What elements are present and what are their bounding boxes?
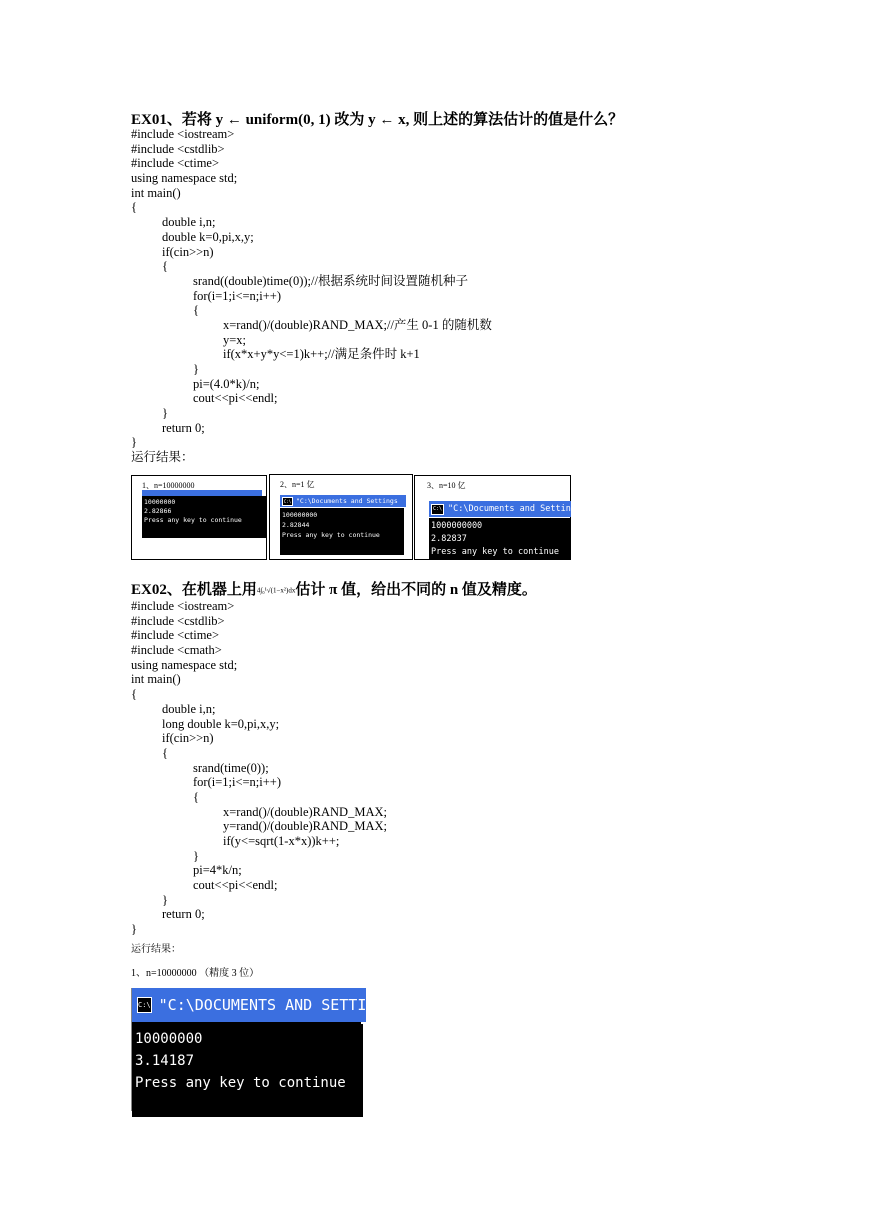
code-line: srand(time(0)); bbox=[193, 760, 269, 775]
code-line: { bbox=[193, 789, 199, 804]
code-line: y=x; bbox=[223, 332, 247, 347]
terminal-title: "C:\DOCUMENTS AND SETTING bbox=[158, 996, 385, 1014]
code-line: } bbox=[193, 848, 199, 863]
code-line: { bbox=[162, 259, 168, 274]
terminal-line: 3.14187 bbox=[135, 1053, 195, 1069]
terminal-window bbox=[132, 1024, 363, 1117]
code-line: int main() bbox=[131, 185, 181, 200]
terminal-title: "C:\Documents and Settings bbox=[296, 497, 398, 505]
code-line: } bbox=[193, 362, 199, 376]
ex01-shot-3 bbox=[414, 475, 571, 560]
code-line: #include <cstdlib> bbox=[131, 613, 225, 628]
code-line: return 0; bbox=[162, 907, 205, 922]
terminal-window bbox=[429, 518, 571, 560]
terminal-line: Press any key to continue bbox=[135, 1075, 346, 1091]
result-label: 运行结果： bbox=[131, 450, 194, 465]
heading-text: 估计 π 值，给出不同的 n 值及精度。 bbox=[295, 582, 537, 598]
code-line: } bbox=[131, 922, 137, 937]
terminal-titlebar bbox=[280, 495, 406, 507]
code-line: pi=4*k/n; bbox=[193, 863, 242, 878]
code-line: if(y<=sqrt(1-x*x))k++; bbox=[223, 834, 340, 848]
ex01-code bbox=[131, 127, 492, 465]
code-line: x=rand()/(double)RAND_MAX; bbox=[223, 804, 387, 819]
code-line: y=rand()/(double)RAND_MAX; bbox=[223, 819, 387, 834]
code-line: for(i=1;i<=n;i++) bbox=[193, 288, 282, 303]
terminal-line: 2.82844 bbox=[282, 521, 310, 529]
terminal-line: Press any key to continue bbox=[431, 547, 559, 557]
code-line: double i,n; bbox=[162, 215, 216, 230]
code-line: if(cin>>n) bbox=[162, 244, 214, 259]
result-label: 运行结果： bbox=[131, 944, 181, 955]
code-line: cout<<pi<<endl; bbox=[193, 391, 278, 406]
cmd-icon: C:\ bbox=[137, 997, 152, 1013]
shot-label: 3、n=10 亿 bbox=[427, 481, 466, 490]
code-line: using namespace std; bbox=[131, 657, 238, 672]
code-line: #include <ctime> bbox=[131, 156, 220, 171]
code-line: using namespace std; bbox=[131, 171, 238, 186]
terminal-titlebar bbox=[429, 501, 571, 517]
code-line: } bbox=[162, 892, 168, 907]
code-line: } bbox=[162, 406, 168, 421]
terminal-line: Press any key to continue bbox=[144, 516, 242, 524]
code-line: pi=(4.0*k)/n; bbox=[193, 376, 260, 391]
terminal-line: 1000000000 bbox=[431, 521, 483, 531]
terminal-title: "C:\Documents and Settin bbox=[448, 504, 571, 514]
run-label: 1、n=10000000 （精度 3 位） bbox=[131, 968, 260, 979]
heading-text: EX02、在机器上用 bbox=[131, 582, 257, 598]
code-line: #include <cstdlib> bbox=[131, 141, 225, 156]
shot-label: 2、n=1 亿 bbox=[280, 480, 315, 489]
code-line: double i,n; bbox=[162, 701, 216, 716]
ex01-shot-1 bbox=[131, 475, 267, 560]
terminal-line: Press any key to continue bbox=[282, 531, 380, 539]
code-line: { bbox=[162, 745, 168, 760]
ex01-heading: EX01、若将 y ← uniform(0, 1) 改为 y ← x, 则上述的算法估计的值是什么？ bbox=[131, 112, 624, 128]
code-line: return 0; bbox=[162, 420, 205, 435]
code-line: x=rand()/(double)RAND_MAX;//产生 0-1 的随机数 bbox=[223, 317, 492, 332]
code-line: } bbox=[131, 435, 137, 450]
integral-formula: 4∫₀¹√(1−x²)dx bbox=[256, 586, 296, 595]
terminal-window bbox=[280, 508, 404, 555]
ex02-code bbox=[131, 599, 387, 937]
ex02-heading bbox=[131, 578, 537, 599]
code-line: long double k=0,pi,x,y; bbox=[162, 716, 280, 731]
code-line: { bbox=[131, 687, 137, 702]
terminal-line: 100000000 bbox=[282, 511, 318, 519]
code-line: double k=0,pi,x,y; bbox=[162, 229, 254, 244]
terminal-line: 2.82866 bbox=[144, 507, 172, 515]
terminal-line: 2.82837 bbox=[431, 534, 467, 544]
cmd-icon: C:\ bbox=[431, 504, 444, 515]
code-line: if(cin>>n) bbox=[162, 731, 214, 746]
terminal-titlebar bbox=[132, 988, 385, 1022]
ex01-shot-2 bbox=[269, 474, 413, 560]
code-line: int main() bbox=[131, 672, 181, 687]
code-line: #include <ctime> bbox=[131, 628, 220, 643]
code-line: #include <cmath> bbox=[131, 643, 222, 658]
ex02-shot bbox=[131, 988, 385, 1111]
code-line: #include <iostream> bbox=[131, 127, 235, 141]
code-line: #include <iostream> bbox=[131, 599, 235, 613]
terminal-line: 10000000 bbox=[135, 1031, 203, 1047]
shot-label: 1、n=10000000 bbox=[142, 481, 195, 490]
code-line: srand((double)time(0));//根据系统时间设置随机种子 bbox=[193, 273, 468, 288]
code-line: cout<<pi<<endl; bbox=[193, 878, 278, 893]
cmd-icon: C:\ bbox=[283, 498, 292, 504]
code-line: { bbox=[193, 303, 199, 318]
terminal-line: 10000000 bbox=[144, 498, 176, 506]
code-line: for(i=1;i<=n;i++) bbox=[193, 775, 282, 790]
terminal-window bbox=[142, 496, 266, 538]
code-line: if(x*x+y*y<=1)k++;//满足条件时 k+1 bbox=[223, 347, 420, 362]
code-line: { bbox=[131, 200, 137, 215]
